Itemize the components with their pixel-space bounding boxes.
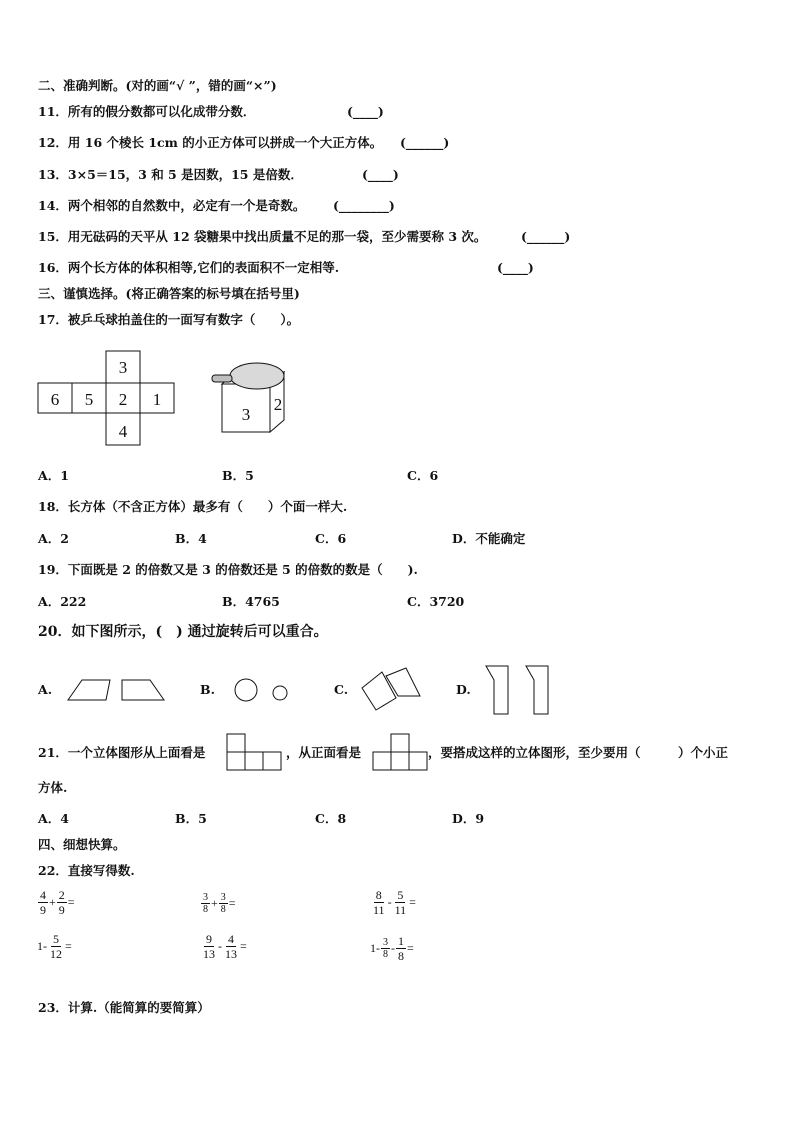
q14-blank[interactable]: (________) — [333, 198, 395, 213]
q13-blank[interactable]: (____) — [362, 167, 399, 182]
q11-blank[interactable]: (____) — [347, 104, 384, 119]
q20-option-a-shapes — [66, 676, 166, 704]
q15-text: 15．用无砝码的天平从 12 袋糖果中找出质量不足的那一袋，至少需要称 3 次。 — [38, 229, 487, 244]
q17-option-a[interactable]: A．1 — [38, 468, 69, 483]
q22-expr-r1c1: 4 9 + $\frac{2}{9}$ = — [40, 888, 75, 917]
q18-option-d[interactable]: D．不能确定 — [452, 531, 526, 546]
large-circle-shape — [235, 679, 257, 701]
net-num-bottom: 4 — [118, 422, 128, 441]
q21-option-c[interactable]: C．8 — [315, 811, 347, 826]
q22-expr-r2c2: 9 13 - $\frac{4}{13}$ = — [203, 932, 247, 961]
cube-net-figure — [38, 349, 178, 447]
q22-expr-r1c3: 8 11 - $\frac{5}{11}$ = — [373, 888, 416, 917]
q21-top-view-figure — [226, 733, 284, 771]
q15-blank[interactable]: (______) — [521, 229, 571, 244]
q20-option-c-shapes — [358, 664, 426, 714]
cube-front-num: 3 — [241, 405, 251, 424]
q17-text: 17．被乒乓球拍盖住的一面写有数字（ ）。 — [38, 312, 300, 327]
net-num-center: 2 — [118, 390, 128, 409]
q22-text: 22．直接写得数. — [38, 863, 135, 878]
q14-text: 14．两个相邻的自然数中，必定有一个是奇数。 — [38, 198, 306, 213]
q19-option-c[interactable]: C．3720 — [407, 594, 465, 609]
q20-text: 20．如下图所示，( ) 通过旋转后可以重合。 — [38, 624, 328, 640]
q20-option-b[interactable]: B. — [200, 682, 215, 697]
q18-option-c[interactable]: C．6 — [315, 531, 347, 546]
q18-text: 18．长方体（不含正方体）最多有（ ）个面一样大. — [38, 499, 348, 514]
q11-text: 11．所有的假分数都可以化成带分数． — [38, 104, 256, 119]
q16-blank[interactable]: (____) — [497, 260, 534, 275]
small-circle-shape — [273, 686, 287, 700]
q18-option-a[interactable]: A．2 — [38, 531, 69, 546]
q22-expr-r2c1: 1 - $\frac{5}{12}$ = — [37, 932, 72, 961]
parallelogram-shape — [68, 680, 110, 700]
section-3-heading: 三、谨慎选择。(将正确答案的标号填在括号里) — [38, 286, 300, 301]
section-4-heading: 四、细想快算。 — [38, 837, 126, 852]
q20-option-c[interactable]: C. — [334, 682, 349, 697]
q17-option-b[interactable]: B．5 — [222, 468, 254, 483]
q23-text: 23．计算.（能简算的要简算） — [38, 1000, 210, 1015]
q21-option-a[interactable]: A．4 — [38, 811, 69, 826]
ping-pong-paddle-icon — [230, 363, 284, 389]
q20-option-b-shapes — [232, 676, 292, 706]
q21-text-b: ，从正面看是 — [286, 745, 362, 760]
q21-option-d[interactable]: D．9 — [452, 811, 485, 826]
q22-expr-r2c3: 1 - 3 8 - $\frac{1}{8}$ = — [370, 934, 414, 963]
q19-option-b[interactable]: B．4765 — [222, 594, 280, 609]
q19-option-a[interactable]: A．222 — [38, 594, 87, 609]
q19-text: 19．下面既是 2 的倍数又是 3 的倍数还是 5 的倍数的数是（ ). — [38, 562, 418, 577]
q12-text: 12．用 16 个棱长 1cm 的小正方体可以拼成一个大正方体。 — [38, 135, 383, 150]
q21-front-view-figure — [372, 733, 430, 771]
section-2-heading: 二、准确判断。(对的画“√ ”，错的画“×”) — [38, 78, 277, 93]
q20-option-d-shapes — [482, 662, 554, 718]
l-shape-2 — [526, 666, 548, 714]
net-num-left1: 5 — [84, 390, 94, 409]
net-num-left2: 6 — [50, 390, 60, 409]
net-num-right: 1 — [152, 390, 162, 409]
q21-option-b[interactable]: B．5 — [175, 811, 207, 826]
cube-with-paddle-figure — [212, 362, 292, 436]
q20-option-d[interactable]: D. — [456, 682, 471, 697]
q21-text-a: 21．一个立体图形从上面看是 — [38, 745, 206, 760]
l-shape-1 — [486, 666, 508, 714]
q17-option-c[interactable]: C．6 — [407, 468, 439, 483]
q13-text: 13．3×5＝15，3 和 5 是因数，15 是倍数． — [38, 167, 303, 182]
q22-expr-r1c2: 3 8 + $\frac{3}{8}$ = — [203, 892, 236, 915]
trapezoid-shape — [122, 680, 164, 700]
net-num-top: 3 — [118, 358, 128, 377]
q12-blank[interactable]: (______) — [400, 135, 450, 150]
q21-text-d: 方体. — [38, 780, 68, 795]
q18-option-b[interactable]: B．4 — [175, 531, 207, 546]
q21-text-c: ，要搭成这样的立体图形，至少要用（ ）个小正 — [428, 745, 729, 760]
cube-side-num: 2 — [273, 395, 283, 414]
q20-option-a[interactable]: A. — [38, 682, 53, 697]
q16-text: 16．两个长方体的体积相等,它们的表面积不一定相等. — [38, 260, 340, 275]
